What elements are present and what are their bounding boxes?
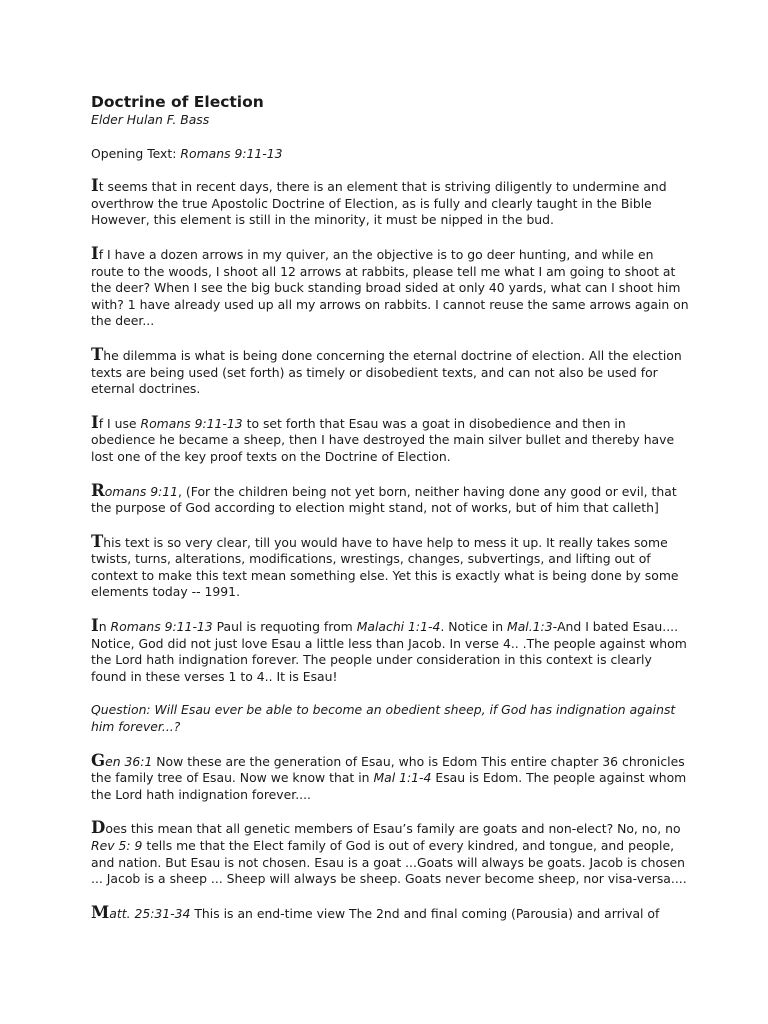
document-title: Doctrine of Election [91,93,264,111]
scripture-reference: Mal 1:1-4 [373,770,432,786]
paragraph-text: , (For the children being not yet born, neither having done any good or evil, that the purpose of God according to election might stand, not of works, but of him that calleth] [91,483,677,516]
scripture-reference: att. 25:31-34 [109,905,191,921]
paragraph-text: to set forth that Esau was a goat in disobedience and then in obedience he became a sheep, then I have destroyed the main silver bullet and thereby have lost one of the key proof texts on the Doctrine of Election. [91,415,675,464]
paragraph-text: . Notice in [440,619,507,635]
drop-cap: G [91,750,106,770]
paragraph-text: Paul is requoting from [212,619,357,635]
paragraph-text: Now these are the generation of Esau, who is Edom This entire chapter 36 chronicles the family tree of Esau. Now we know that in [91,753,685,786]
paragraph-10 [91,820,689,887]
paragraph-text: Esau is Edom. The people against whom the Lord hath indignation forever.... [91,770,687,802]
question-paragraph: Question: Will Esau ever be able to become an obedient sheep, if God has indignation against him forever...? [91,702,676,735]
drop-cap: I [91,243,99,263]
drop-cap: I [91,412,99,432]
drop-cap: I [91,616,99,636]
opening-label: Opening Text: [91,145,181,161]
scripture-reference: Romans 9:11-13 [140,415,243,431]
paragraph-text: he dilemma is what is being done concerning the eternal doctrine of election. All the election texts are being used (set forth) as timely or disobedient texts, and can not also be used for eternal doctrines. [91,347,682,397]
paragraph-6 [91,531,689,601]
opening-text [91,146,689,163]
paragraph-text: f I have a dozen arrows in my quiver, an the objective is to go deer hunting, and while en route to the woods, I shoot all 12 arrows at rabbits, please tell me what I am going to shoot at the deer? When I see the big buck standing broad sided at only 40 yards, what can I shoot him with? 1 have already used up all my arrows on rabbits. I cannot reuse the same arrows again on the deer... [91,246,689,329]
paragraph-1 [91,178,689,229]
paragraph-text: f I use [98,415,141,431]
scripture-reference: Rev 5: 9 [91,838,143,853]
drop-cap: R [91,480,105,500]
drop-cap: D [91,818,106,838]
paragraph-11 [91,902,689,923]
paragraph-text: t seems that in recent days, there is an element that is striving diligently to undermine and overthrow the true Apostolic Doctrine of Election, as is fully and clearly taught in the Bible However, this element is still in the minority, it must be nipped in the bud. [91,179,667,228]
scripture-reference: Mal.1:3- [507,619,558,635]
document-page [91,93,689,939]
paragraph-4 [91,412,689,466]
paragraph-7 [91,618,689,685]
scripture-reference: Malachi 1:1-4 [356,619,441,635]
paragraph-5 [91,480,689,517]
drop-cap: T [91,344,104,364]
drop-cap: M [91,902,110,922]
paragraph-text: n [98,619,111,635]
paragraph-text: tells me that the Elect family of God is out of every kindred, and tongue, and people, and nation. But Esau is not chosen. Esau is a goat ...Goats will always be goats. Jacob is chosen ... Jacob is a sheep ... Sheep will always be sheep. Goats never become sheep, nor visa-versa.... [91,838,687,887]
scripture-reference: en 36:1 [105,753,153,769]
author-line: Elder Hulan F. Bass [91,112,210,127]
drop-cap: I [91,176,99,196]
paragraph-2 [91,243,689,330]
paragraph-text: And I bated Esau.... Notice, God did not just love Esau a little less than Jacob. In verse 4.. .The people against whom the Lord hath indignation forever. The people under consideration in this context is clearly found in these verses 1 to 4.. It is Esau! [91,619,687,684]
paragraph-9 [91,750,689,804]
opening-reference: Romans 9:11-13 [180,145,283,161]
paragraph-text: his text is so very clear, till you would have to have help to mess it up. It really takes some twists, turns, alterations, modifications, wrestings, changes, subvertings, and lifting out of context to make this text mean something else. Yet this is exactly what is being done by some elements today -- 1991. [91,534,679,600]
drop-cap: T [91,531,104,551]
scripture-reference: Romans 9:11-13 [110,619,213,635]
paragraph-3 [91,344,689,398]
paragraph-text: oes this mean that all genetic members of Esau’s family are goats and non-elect? No, no, no [105,821,681,837]
scripture-reference: omans 9:11 [104,483,179,499]
paragraph-text: This is an end-time view The 2nd and final coming (Parousia) and arrival of [190,905,660,921]
